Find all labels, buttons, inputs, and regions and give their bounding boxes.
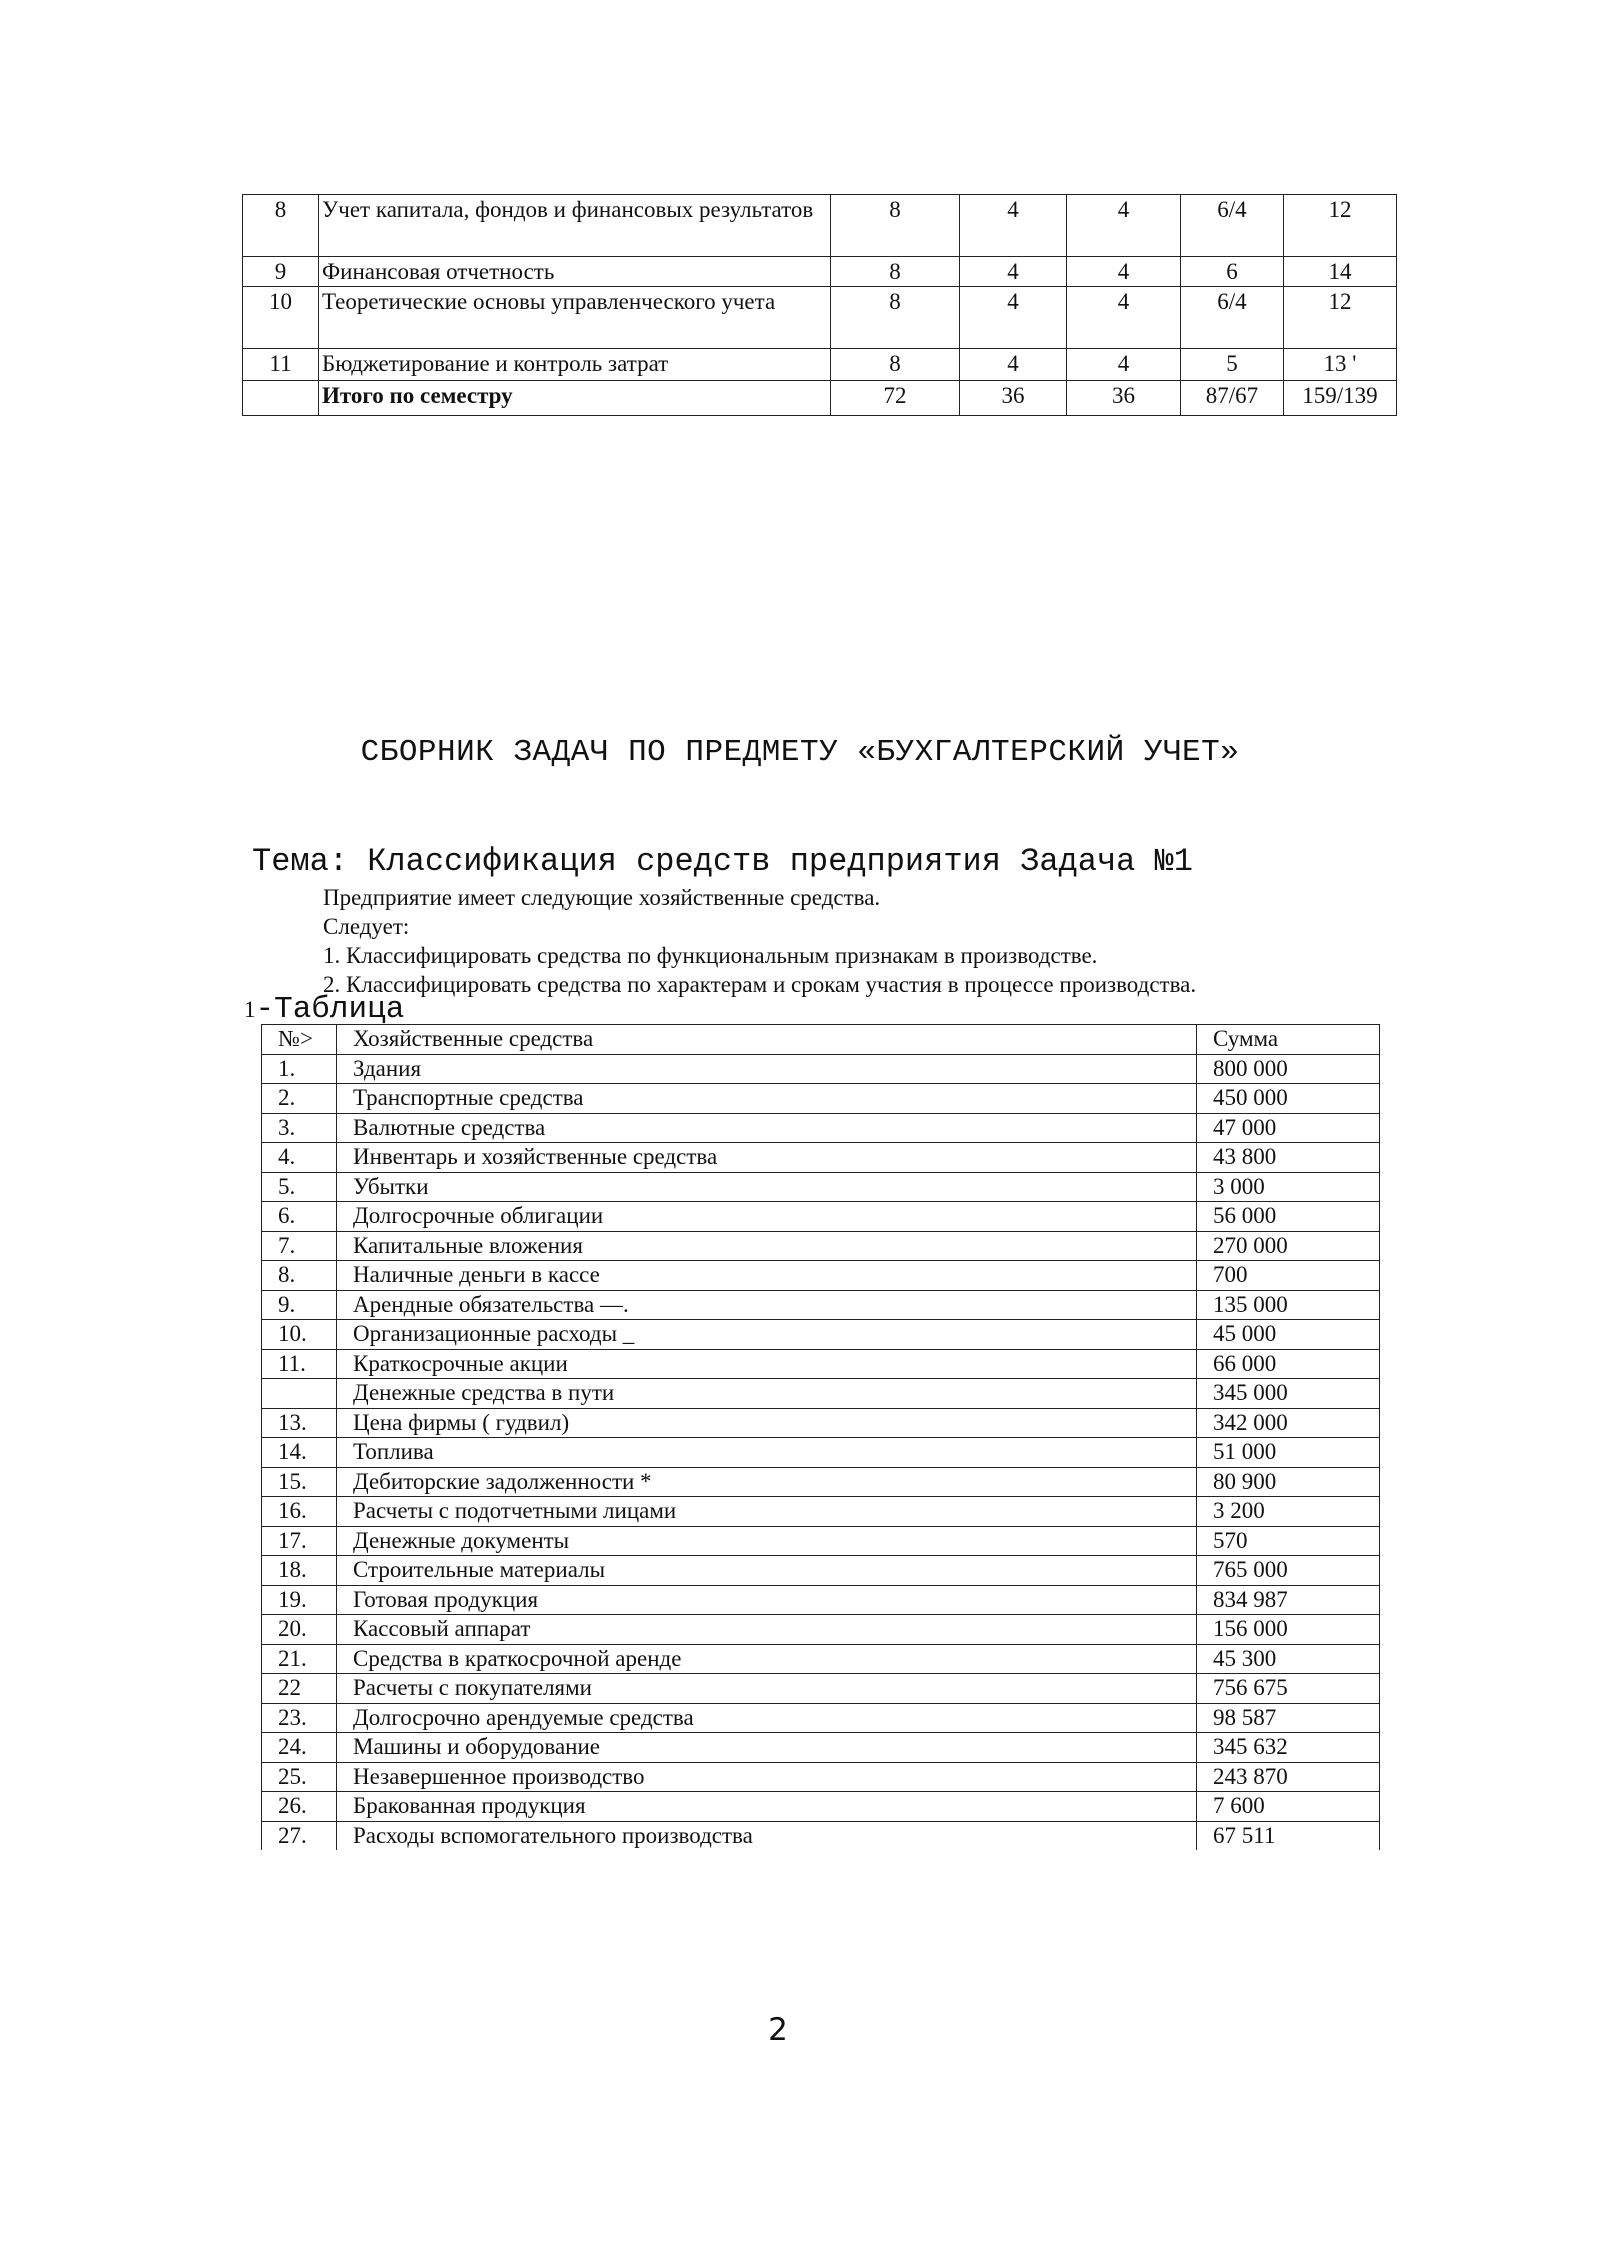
row-value: 8 [831,287,960,349]
row-value: 12 [1284,195,1397,257]
row-value: 72 [831,381,960,416]
row-number: 23. [262,1703,337,1733]
row-sum: 3 000 [1197,1172,1380,1202]
row-value: 6 [1181,257,1284,287]
row-number: 8. [262,1261,337,1291]
row-asset-name: Краткосрочные акции [337,1349,1197,1379]
row-asset-name: Здания [337,1054,1197,1084]
table-row [262,1733,1380,1763]
row-value: 36 [1067,381,1181,416]
row-number: 10 [243,287,319,349]
table-row [262,1054,1380,1084]
row-number: 16. [262,1497,337,1527]
row-asset-name: Расчеты с подотчетными лицами [337,1497,1197,1527]
row-sum: 765 000 [1197,1556,1380,1586]
row-number: 14. [262,1438,337,1468]
row-value: 4 [1067,257,1181,287]
row-sum: 756 675 [1197,1674,1380,1704]
row-value: 4 [960,287,1067,349]
row-sum: 450 000 [1197,1084,1380,1114]
row-value: 87/67 [1181,381,1284,416]
row-number: 7. [262,1231,337,1261]
row-value: 12 [1284,287,1397,349]
row-asset-name: Долгосрочные облигации [337,1202,1197,1232]
row-sum: 156 000 [1197,1615,1380,1645]
row-name: Итого по семестру [319,381,831,416]
assets-table [261,1024,1380,1850]
row-number: 24. [262,1733,337,1763]
row-number: 20. [262,1615,337,1645]
row-number [262,1379,337,1409]
row-value: 4 [960,257,1067,287]
row-number: 3. [262,1113,337,1143]
table-row [243,195,1397,257]
row-value: 4 [1067,349,1181,381]
row-value: 8 [831,349,960,381]
table-row [262,1408,1380,1438]
row-number: 25. [262,1762,337,1792]
row-number: 9 [243,257,319,287]
table-row [243,257,1397,287]
row-asset-name: Готовая продукция [337,1585,1197,1615]
row-asset-name: Арендные обязательства —. [337,1290,1197,1320]
row-sum: 834 987 [1197,1585,1380,1615]
row-sum: 3 200 [1197,1497,1380,1527]
page-number: 2 [768,2012,788,2048]
table-row [262,1615,1380,1645]
table-row [262,1261,1380,1291]
row-sum: 345 632 [1197,1733,1380,1763]
table-row [262,1526,1380,1556]
row-sum: 700 [1197,1261,1380,1291]
row-number: 26. [262,1792,337,1822]
row-name: Бюджетирование и контроль затрат [319,349,831,381]
row-number: 17. [262,1526,337,1556]
row-value: 159/139 [1284,381,1397,416]
row-number: 11 [243,349,319,381]
row-sum: 135 000 [1197,1290,1380,1320]
topic-heading: Тема: Классификация средств предприятия Задача №1 [252,843,1193,880]
table-caption-text: -Таблица [255,992,405,1027]
row-name: Учет капитала, фондов и финансовых результатов [319,195,831,257]
table-row [262,1438,1380,1468]
table-row [262,1172,1380,1202]
row-sum: 570 [1197,1526,1380,1556]
row-value: 4 [960,349,1067,381]
row-asset-name: Незавершенное производство [337,1762,1197,1792]
row-value: 4 [1067,195,1181,257]
row-sum: 243 870 [1197,1762,1380,1792]
row-sum: 66 000 [1197,1349,1380,1379]
row-number: 9. [262,1290,337,1320]
row-number: 22 [262,1674,337,1704]
table-row [243,287,1397,349]
row-asset-name: Долгосрочно арендуемые средства [337,1703,1197,1733]
row-sum: 51 000 [1197,1438,1380,1468]
table-header-row [262,1025,1380,1055]
row-number: 6. [262,1202,337,1232]
row-number [243,381,319,416]
row-asset-name: Организационные расходы _ [337,1320,1197,1350]
task-paragraph: Предприятие имеет следующие хозяйственные средства. [323,885,881,910]
row-asset-name: Денежные средства в пути [337,1379,1197,1409]
table-row [262,1290,1380,1320]
row-asset-name: Строительные материалы [337,1556,1197,1586]
row-number: 19. [262,1585,337,1615]
row-number: 13. [262,1408,337,1438]
row-value: 4 [960,195,1067,257]
table-row [262,1644,1380,1674]
row-number: 21. [262,1644,337,1674]
task-list-item: 1. Классифицировать средства по функциональным признакам в производстве. [323,943,1098,968]
row-sum: 342 000 [1197,1408,1380,1438]
row-asset-name: Денежные документы [337,1526,1197,1556]
row-value: 4 [1067,287,1181,349]
row-sum: 98 587 [1197,1703,1380,1733]
table-row [262,1556,1380,1586]
row-value: 6/4 [1181,195,1284,257]
table-row [262,1821,1380,1850]
row-value: 13 ' [1284,349,1397,381]
row-asset-name: Инвентарь и хозяйственные средства [337,1143,1197,1173]
curriculum-table [242,194,1397,416]
table-row [262,1762,1380,1792]
row-number: 4. [262,1143,337,1173]
row-number: 18. [262,1556,337,1586]
row-value: 36 [960,381,1067,416]
task-paragraph: Следует: [323,914,410,939]
row-number: 5. [262,1172,337,1202]
row-sum: 47 000 [1197,1113,1380,1143]
row-asset-name: Машины и оборудование [337,1733,1197,1763]
row-sum: 67 511 [1197,1821,1380,1850]
table-row [243,349,1397,381]
row-asset-name: Расчеты с покупателями [337,1674,1197,1704]
row-asset-name: Цена фирмы ( гудвил) [337,1408,1197,1438]
row-value: 8 [831,195,960,257]
table-row [262,1143,1380,1173]
task-list-item: 2. Классифицировать средства по характерам и срокам участия в процессе производства. [323,972,1197,997]
row-asset-name: Бракованная продукция [337,1792,1197,1822]
table-row [262,1497,1380,1527]
row-value: 5 [1181,349,1284,381]
table-row [262,1379,1380,1409]
row-asset-name: Валютные средства [337,1113,1197,1143]
table-row [262,1467,1380,1497]
row-asset-name: Расходы вспомогательного производства [337,1821,1197,1850]
row-asset-name: Наличные деньги в кассе [337,1261,1197,1291]
row-value: 14 [1284,257,1397,287]
row-number: 10. [262,1320,337,1350]
row-asset-name: Транспортные средства [337,1084,1197,1114]
row-number: 2. [262,1084,337,1114]
row-asset-name: Средства в краткосрочной аренде [337,1644,1197,1674]
row-number: 1. [262,1054,337,1084]
row-sum: 56 000 [1197,1202,1380,1232]
table-row [262,1792,1380,1822]
row-name: Теоретические основы управленческого учета [319,287,831,349]
row-value: 8 [831,257,960,287]
table-row [262,1349,1380,1379]
header-number: №> [262,1025,337,1055]
table-row [243,381,1397,416]
row-asset-name: Капитальные вложения [337,1231,1197,1261]
row-sum: 45 000 [1197,1320,1380,1350]
table-row [262,1113,1380,1143]
row-sum: 45 300 [1197,1644,1380,1674]
table-caption-number: 1 [244,997,256,1022]
header-assets: Хозяйственные средства [337,1025,1197,1055]
table-row [262,1084,1380,1114]
row-sum: 345 000 [1197,1379,1380,1409]
page-title: СБОРНИК ЗАДАЧ ПО ПРЕДМЕТУ «БУХГАЛТЕРСКИЙ УЧЕТ» [360,735,1240,770]
row-sum: 80 900 [1197,1467,1380,1497]
row-number: 8 [243,195,319,257]
row-asset-name: Убытки [337,1172,1197,1202]
table-row [262,1202,1380,1232]
row-value: 6/4 [1181,287,1284,349]
row-number: 11. [262,1349,337,1379]
table-row [262,1231,1380,1261]
table-row [262,1674,1380,1704]
row-asset-name: Дебиторские задолженности * [337,1467,1197,1497]
table-caption [244,992,404,1027]
row-name: Финансовая отчетность [319,257,831,287]
row-number: 15. [262,1467,337,1497]
row-sum: 270 000 [1197,1231,1380,1261]
table-row [262,1320,1380,1350]
table-row [262,1703,1380,1733]
row-sum: 43 800 [1197,1143,1380,1173]
table-row [262,1585,1380,1615]
row-sum: 800 000 [1197,1054,1380,1084]
row-sum: 7 600 [1197,1792,1380,1822]
header-sum: Сумма [1197,1025,1380,1055]
row-number: 27. [262,1821,337,1850]
row-asset-name: Топлива [337,1438,1197,1468]
row-asset-name: Кассовый аппарат [337,1615,1197,1645]
